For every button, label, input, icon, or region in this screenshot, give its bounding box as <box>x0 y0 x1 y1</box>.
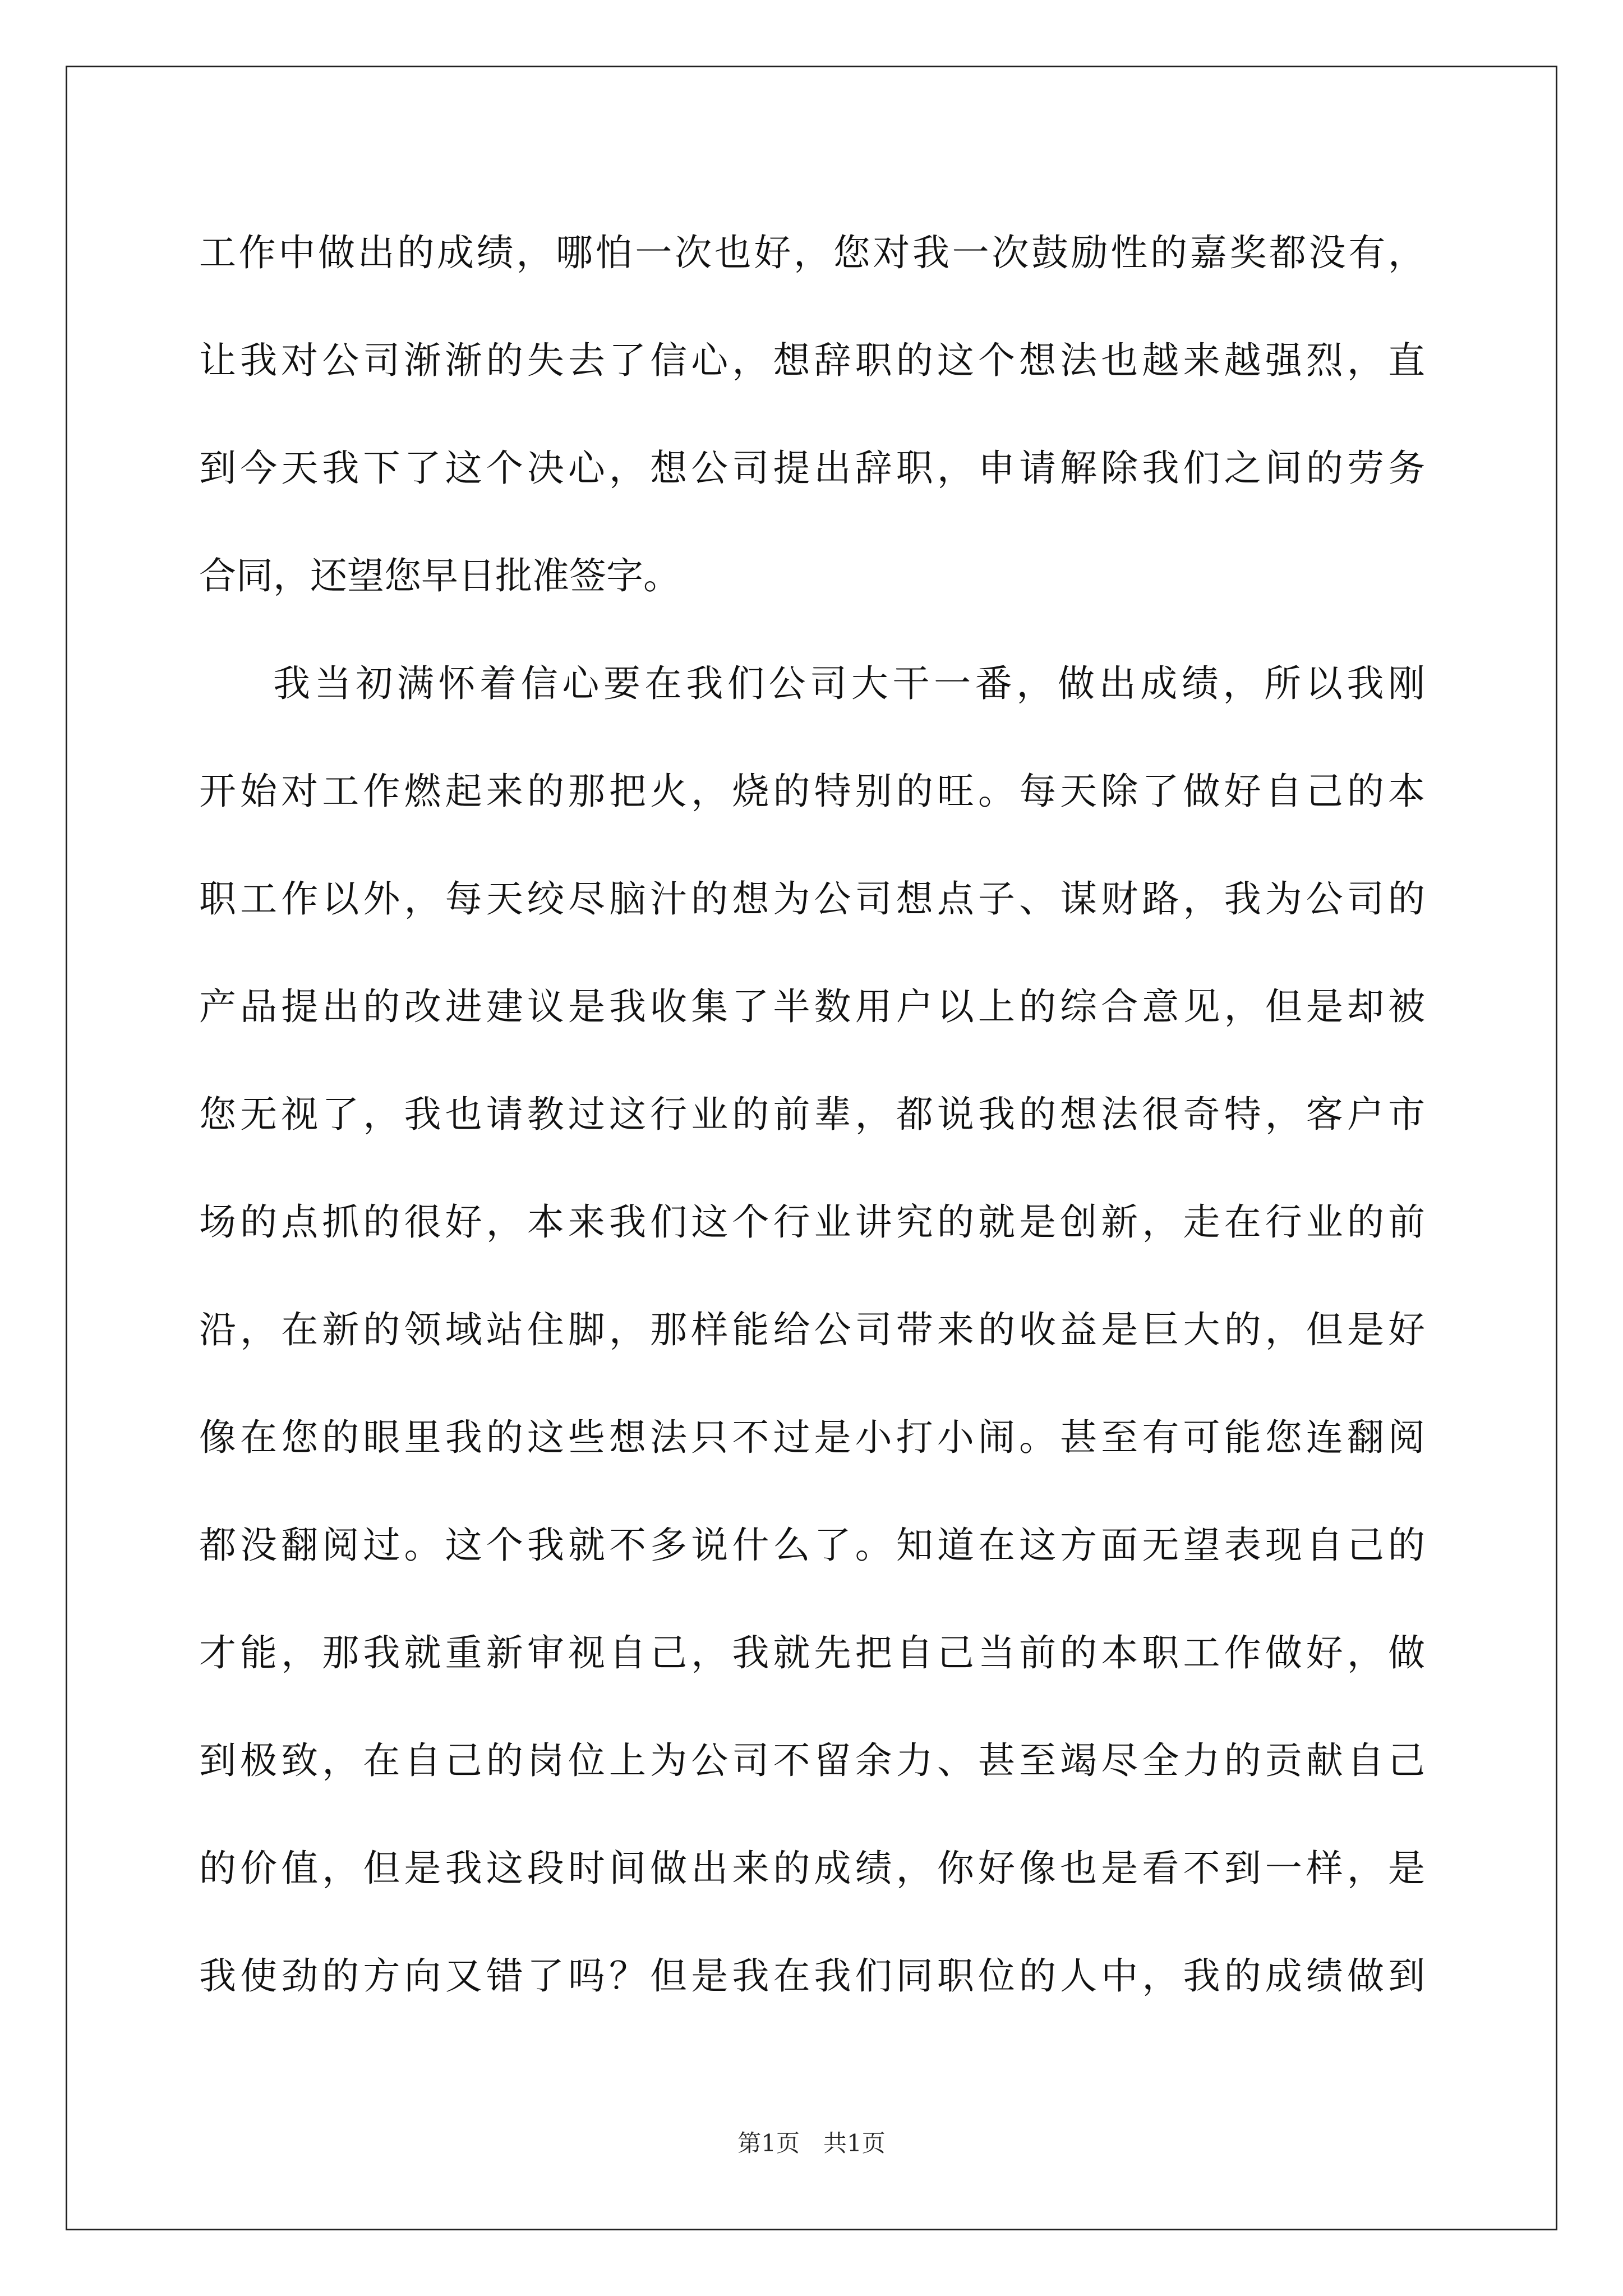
text-line: 到极致，在自己的岗位上为公司不留余力、甚至竭尽全力的贡献自己 <box>199 1739 1425 1782</box>
text-line: 场的点抓的很好，本来我们这个行业讲究的就是创新，走在行业的前 <box>199 1200 1425 1244</box>
text-line: 职工作以外，每天绞尽脑汁的想为公司想点子、谋财路，我为公司的 <box>199 877 1425 921</box>
text-line: 到今天我下了这个决心，想公司提出辞职，申请解除我们之间的劳务 <box>199 447 1425 490</box>
text-line: 沿，在新的领域站住脚，那样能给公司带来的收益是巨大的，但是好 <box>199 1308 1425 1351</box>
text-line: 开始对工作燃起来的那把火，烧的特别的旺。每天除了做好自己的本 <box>199 770 1425 813</box>
page-number-footer: 第1页 共1页 <box>737 2129 886 2157</box>
text-line: 都没翻阅过。这个我就不多说什么了。知道在这方面无望表现自己的 <box>199 1524 1425 1567</box>
text-line: 工作中做出的成绩，哪怕一次也好，您对我一次鼓励性的嘉奖都没有， <box>199 231 1425 274</box>
text-line: 像在您的眼里我的这些想法只不过是小打小闹。甚至有可能您连翻阅 <box>199 1416 1425 1459</box>
text-line: 我当初满怀着信心要在我们公司大干一番，做出成绩，所以我刚 <box>273 662 1425 705</box>
text-line: 我使劲的方向又错了吗？但是我在我们同职位的人中，我的成绩做到 <box>199 1954 1425 1998</box>
text-line: 让我对公司渐渐的失去了信心，想辞职的这个想法也越来越强烈，直 <box>199 339 1425 382</box>
text-line: 的价值，但是我这段时间做出来的成绩，你好像也是看不到一样，是 <box>199 1847 1425 1890</box>
text-line: 才能，那我就重新审视自己，我就先把自己当前的本职工作做好，做 <box>199 1631 1425 1674</box>
document-body <box>199 199 1425 2030</box>
text-line: 合同，还望您早日批准签字。 <box>199 554 680 597</box>
text-line: 产品提出的改进建议是我收集了半数用户以上的综合意见，但是却被 <box>199 985 1425 1028</box>
text-line: 您无视了，我也请教过这行业的前辈，都说我的想法很奇特，客户市 <box>199 1093 1425 1136</box>
